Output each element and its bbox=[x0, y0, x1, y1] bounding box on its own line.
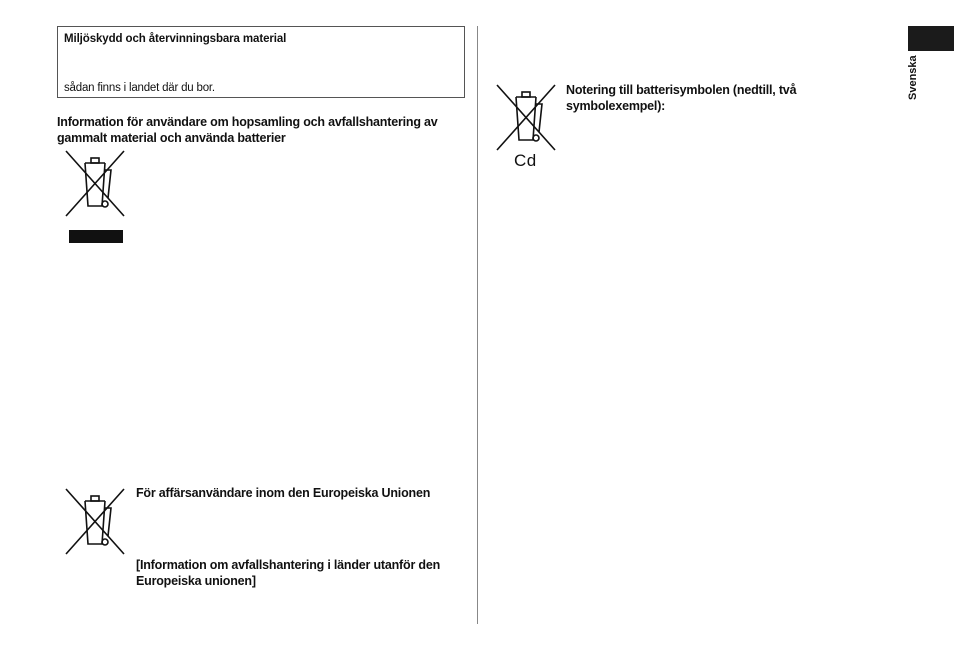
crossed-out-wheeled-bin-icon bbox=[63, 148, 127, 218]
disposal-info-heading: Information för användare om hopsamling och avfallshantering av gammalt material och använda batterier bbox=[57, 115, 438, 145]
battery-note-heading: Notering till batterisymbolen (nedtill, två symbolexempel): bbox=[566, 83, 797, 113]
column-divider bbox=[477, 26, 478, 624]
notice-title: Miljöskydd och återvinningsbara material bbox=[64, 33, 287, 45]
environment-notice-box bbox=[57, 26, 465, 98]
outside-eu-heading: [Information om avfallshantering i länder utanför den Europeiska unionen] bbox=[136, 558, 441, 588]
language-label: Svenska bbox=[907, 55, 919, 100]
business-users-heading: För affärsanvändare inom den Europeiska Unionen bbox=[136, 486, 431, 500]
language-tab bbox=[908, 26, 954, 51]
crossed-out-wheeled-bin-icon bbox=[494, 82, 558, 152]
separate-collection-bar bbox=[69, 230, 123, 243]
crossed-out-wheeled-bin-icon bbox=[63, 486, 127, 556]
notice-text: sådan finns i landet där du bor. bbox=[64, 82, 215, 94]
battery-chemical-symbol: Cd bbox=[514, 151, 537, 170]
